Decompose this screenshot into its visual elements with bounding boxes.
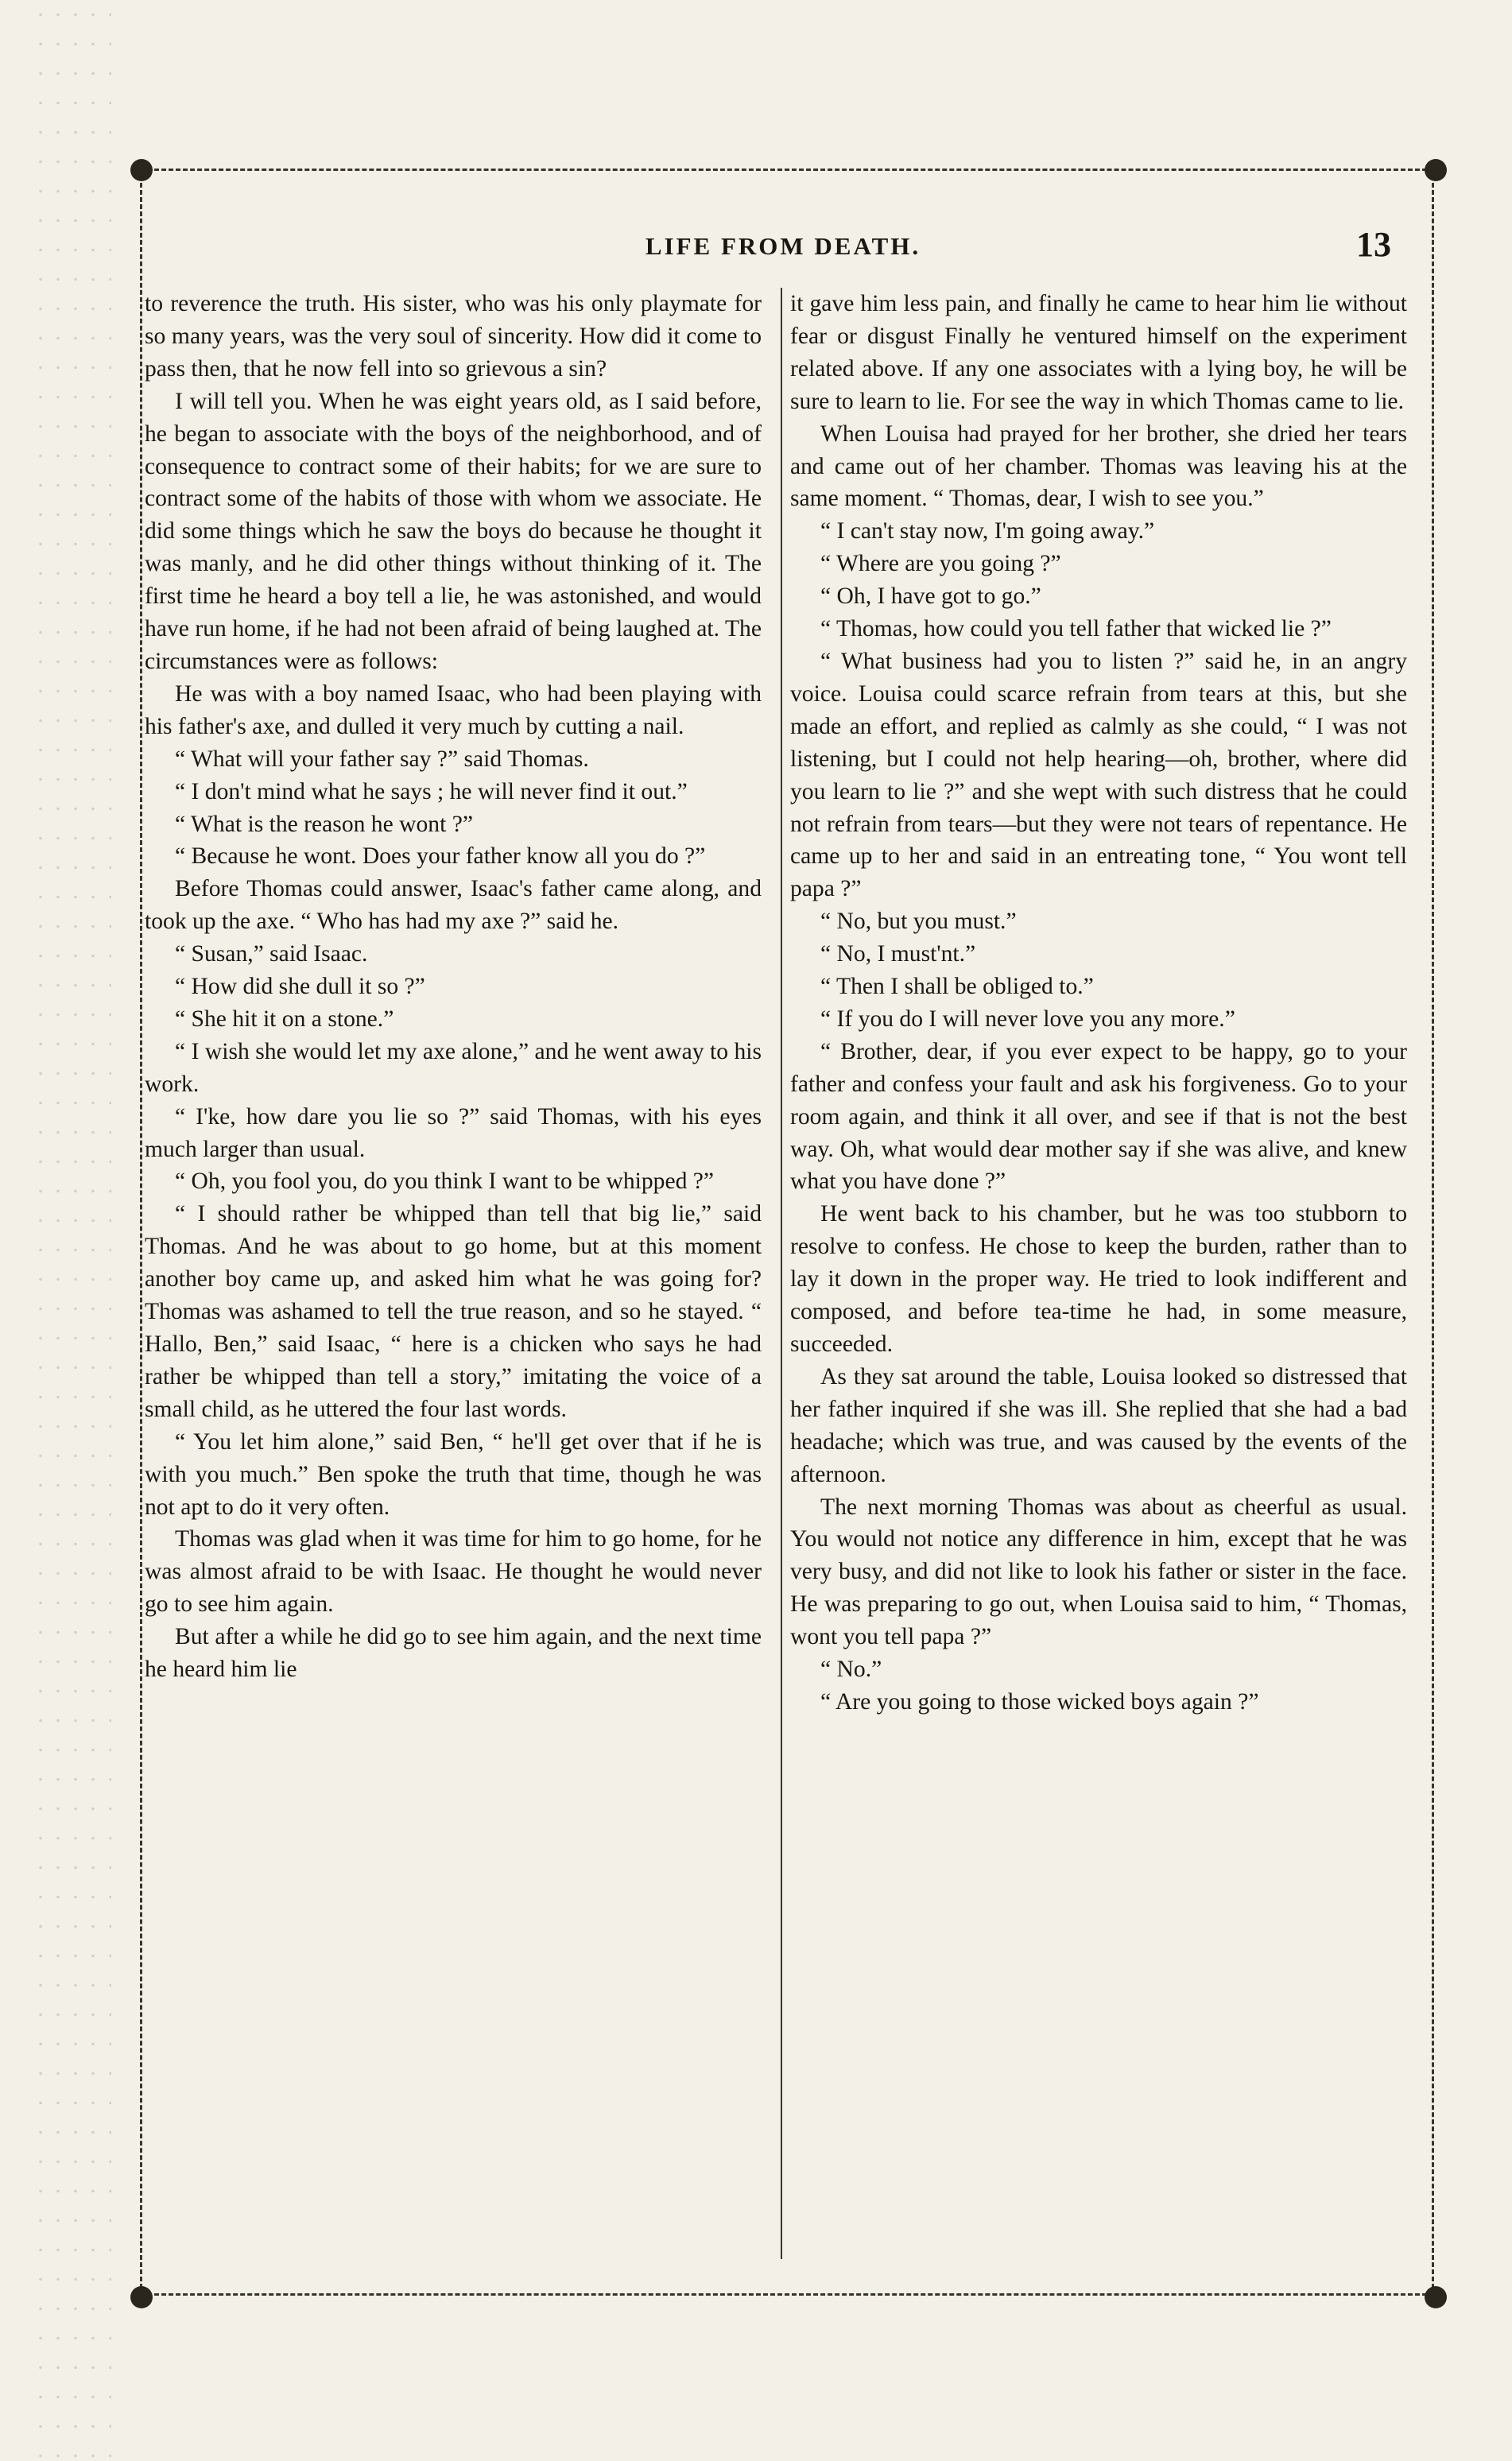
paragraph: it gave him less pain, and finally he came to hear him lie without fear or disgust Finally he ventured himself on the experiment related above. If any one associates with a lying boy, he will be sure to learn to lie. For see the way in which Thomas came to lie. — [790, 291, 1407, 414]
paragraph: “ I wish she would let my axe alone,” and he went away to his work. — [145, 1038, 762, 1097]
paragraph: “ What will your father say ?” said Thomas. — [175, 746, 589, 772]
paragraph: “ She hit it on a stone.” — [175, 1006, 394, 1032]
margin-bleed-specks — [32, 0, 111, 2461]
paragraph: Before Thomas could answer, Isaac's father came along, and took up the axe. “ Who has had my axe ?” said he. — [145, 876, 762, 935]
paragraph: “ I don't mind what he says ; he will never find it out.” — [175, 778, 688, 804]
paragraph: As they sat around the table, Louisa looked so distressed that her father inquired if she was ill. She replied that she had a bad headache; which was true, and was caused by the events of the afternoon. — [790, 1363, 1407, 1487]
paragraph: “ Brother, dear, if you ever expect to be happy, go to your father and confess your fault and ask his forgiveness. Go to your room again, and think it all over, and see if that is not the best way. Oh, what would dear mother say if she was alive, and knew what you have done ?” — [790, 1038, 1407, 1195]
paragraph: “ Oh, I have got to go.” — [820, 583, 1041, 610]
paragraph: The next morning Thomas was about as cheerful as usual. You would not notice any difference in him, except that he was very busy, and did not like to look his father or sister in the face. He was preparing to go out, when Louisa said to him, “ Thomas, wont you tell papa ?” — [790, 1494, 1407, 1650]
paragraph: “ Oh, you fool you, do you think I want to be whipped ?” — [175, 1168, 715, 1195]
border-ornament-bottom-left — [130, 2286, 153, 2308]
paragraph: But after a while he did go to see him again, and the next time he heard him lie — [145, 1624, 762, 1683]
border-ornament-top-right — [1425, 159, 1447, 181]
paragraph: “ Where are you going ?” — [820, 551, 1061, 577]
left-column — [145, 288, 762, 1686]
paragraph: When Louisa had prayed for her brother, she dried her tears and came out of her chamber. Thomas was leaving his at the same moment. “ Thomas, dear, I wish to see you.” — [790, 421, 1407, 512]
paragraph: “ Susan,” said Isaac. — [175, 941, 368, 967]
paragraph: “ Then I shall be obliged to.” — [820, 974, 1094, 1000]
paragraph: “ Thomas, how could you tell father that wicked lie ?” — [820, 616, 1332, 642]
paragraph: “ How did she dull it so ?” — [175, 974, 425, 1000]
paragraph: “ Are you going to those wicked boys again ?” — [820, 1688, 1259, 1715]
running-title: LIFE FROM DEATH. — [645, 232, 921, 260]
paragraph: “ No, but you must.” — [820, 909, 1017, 935]
border-ornament-bottom-right — [1425, 2286, 1447, 2308]
paragraph: He went back to his chamber, but he was too stubborn to resolve to confess. He chose to keep the burden, rather than to lay it down in the proper way. He tried to look indifferent and composed, and before tea-time he had, in some measure, succeeded. — [790, 1201, 1407, 1357]
paragraph: “ I should rather be whipped than tell that big lie,” said Thomas. And he was about to go home, but at this moment another boy came up, and asked him what he was going for? Thomas was ashamed to tell the true reason, and so he stayed. “ Hallo, Ben,” said Isaac, “ here is a chicken who says he had rather be whipped than tell a story,” imitating the voice of a small child, as he uttered the four last words. — [145, 1201, 762, 1422]
paragraph: “ What business had you to listen ?” said he, in an angry voice. Louisa could scarce refrain from tears at this, but she made an effort, and replied as calmly as she could, “ I was not listening, but I could not help hearing—oh, brother, where did you learn to lie ?” and she wept with such distress that he could not refrain from tears—but they were not tears of repentance. He came up to her and said in an entreating tone, “ You wont tell papa ?” — [790, 648, 1407, 902]
paragraph: “ No.” — [820, 1657, 882, 1683]
right-column — [790, 288, 1407, 1719]
paragraph: I will tell you. When he was eight years old, as I said before, he began to associate with the boys of the neighborhood, and of consequence to contract some of their habits; for we are sure to contract some of the habits of those with whom we associate. He did some things which he saw the boys do because he thought it was manly, and he did other things without thinking of it. The first time he heard a boy tell a lie, he was astonished, and would have run home, if he had not been afraid of being laughed at. The circumstances were as follows: — [145, 388, 762, 674]
paragraph: “ I'ke, how dare you lie so ?” said Thomas, with his eyes much larger than usual. — [145, 1103, 762, 1162]
running-head — [159, 224, 1407, 272]
page-number: 13 — [1356, 225, 1391, 264]
paragraph: “ Because he wont. Does your father know all you do ?” — [175, 843, 706, 870]
paragraph: “ I can't stay now, I'm going away.” — [820, 518, 1155, 545]
border-ornament-top-left — [130, 159, 153, 181]
paragraph: “ What is the reason he wont ?” — [175, 811, 473, 837]
paragraph: “ You let him alone,” said Ben, “ he'll get over that if he is with you much.” Ben spoke the truth that time, though he was not apt to do it very often. — [145, 1428, 762, 1520]
paragraph: “ If you do I will never love you any more.” — [820, 1006, 1235, 1032]
paragraph: “ No, I must'nt.” — [820, 941, 976, 967]
paragraph: He was with a boy named Isaac, who had been playing with his father's axe, and dulled it very much by cutting a nail. — [145, 680, 762, 739]
column-divider — [781, 288, 782, 2259]
paragraph: to reverence the truth. His sister, who was his only playmate for so many years, was the very soul of sincerity. How did it come to pass then, that he now fell into so grievous a sin? — [145, 291, 762, 382]
paragraph: Thomas was glad when it was time for him to go home, for he was almost afraid to be with Isaac. He thought he would never go to see him again. — [145, 1526, 762, 1618]
